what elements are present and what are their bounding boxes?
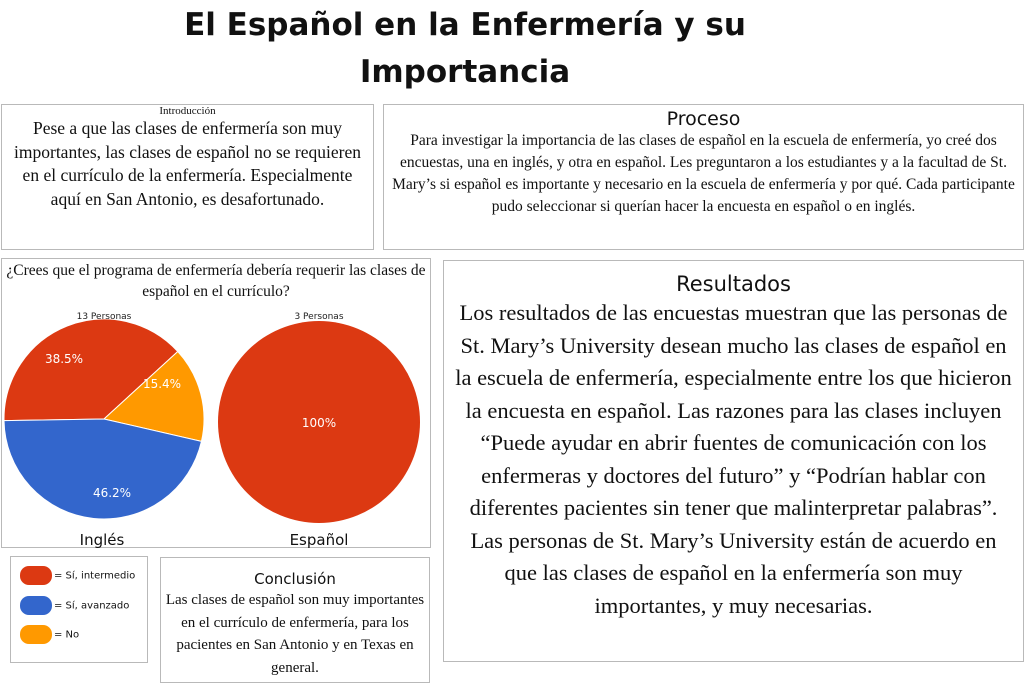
pie-xlabel-0: Inglés — [79, 531, 125, 549]
conclusion-text: Las clases de español son muy importantes en el currículo de enfermería, para los pacientes en San Antonio y en Texas en general. — [165, 592, 425, 676]
pie-slice-label-0-0: 38.5% — [44, 352, 84, 366]
legend-swatch-no — [20, 625, 52, 644]
pie-chart-0 — [4, 312, 204, 549]
pie-charts — [2, 259, 432, 549]
survey-question: ¿Crees que el programa de enfermería debería requerir las clases de español en el currículo? — [6, 262, 426, 300]
resultados-section — [443, 260, 1024, 662]
chart-legend — [10, 556, 148, 663]
conclusion-section — [160, 557, 430, 683]
legend-item-avanzado — [20, 596, 129, 616]
page-title: El Español en la Enfermería y su Importancia — [184, 7, 746, 90]
intro-section — [1, 104, 374, 250]
proceso-heading: Proceso — [666, 108, 741, 130]
legend-item-intermedio — [20, 566, 135, 586]
pie-title-1: 3 Personas — [294, 312, 344, 322]
resultados-text: Los resultados de las encuestas muestran que las personas de St. Mary’s University desean mucho las clases de español en la escuela de enfermería, especialmente entre los que hicieron la encuesta en español. Las razones para las clases incluyen “Puede ayudar en abrir fuentes de comunicación con los enfermeras y doctores del futuro” y “Podrían hablar con diferentes pacientes sin tener que malinterpretar palabras”. Las personas de St. Mary’s University están de acuerdo en que las clases de español en la enfermería son muy importantes, y muy necesarias. — [455, 300, 1012, 618]
intro-heading: Introducción — [159, 105, 216, 117]
proceso-text: Para investigar la importancia de las clases de español en la escuela de enfermería, yo creé dos encuestas, una en inglés, y otra en español. Les preguntaron a los estudiantes y a la facultad de St. Mary’s si español es importante y necesario en la escuela de enfermería y por qué. Cada participante pudo seleccionar si querían hacer la encuesta en español o en inglés. — [392, 132, 1015, 215]
legend-swatch-avanzado — [20, 596, 52, 615]
legend-label-avanzado: = Sí, avanzado — [54, 600, 130, 612]
pie-slice-label-0-2: 46.2% — [92, 486, 132, 500]
resultados-heading: Resultados — [676, 272, 791, 296]
pie-chart-1 — [218, 312, 420, 549]
pie-xlabel-1: Español — [289, 531, 349, 549]
intro-text: Pese a que las clases de enfermería son muy importantes, las clases de español no se requieren en el currículo de la enfermería. Especialmente aquí en San Antonio, es desafortunado. — [14, 118, 361, 209]
legend-swatch-intermedio — [20, 566, 52, 585]
conclusion-heading: Conclusión — [254, 570, 336, 588]
pie-slice-label-0-1: 15.4% — [142, 377, 182, 391]
pie-slice-label-1-0: 100% — [301, 416, 337, 430]
proceso-section — [383, 104, 1024, 250]
survey-chart-panel — [1, 258, 431, 548]
legend-item-no — [20, 625, 79, 645]
legend-label-intermedio: = Sí, intermedio — [54, 570, 136, 582]
pie-title-0: 13 Personas — [76, 312, 132, 322]
legend-label-no: = No — [54, 629, 80, 641]
